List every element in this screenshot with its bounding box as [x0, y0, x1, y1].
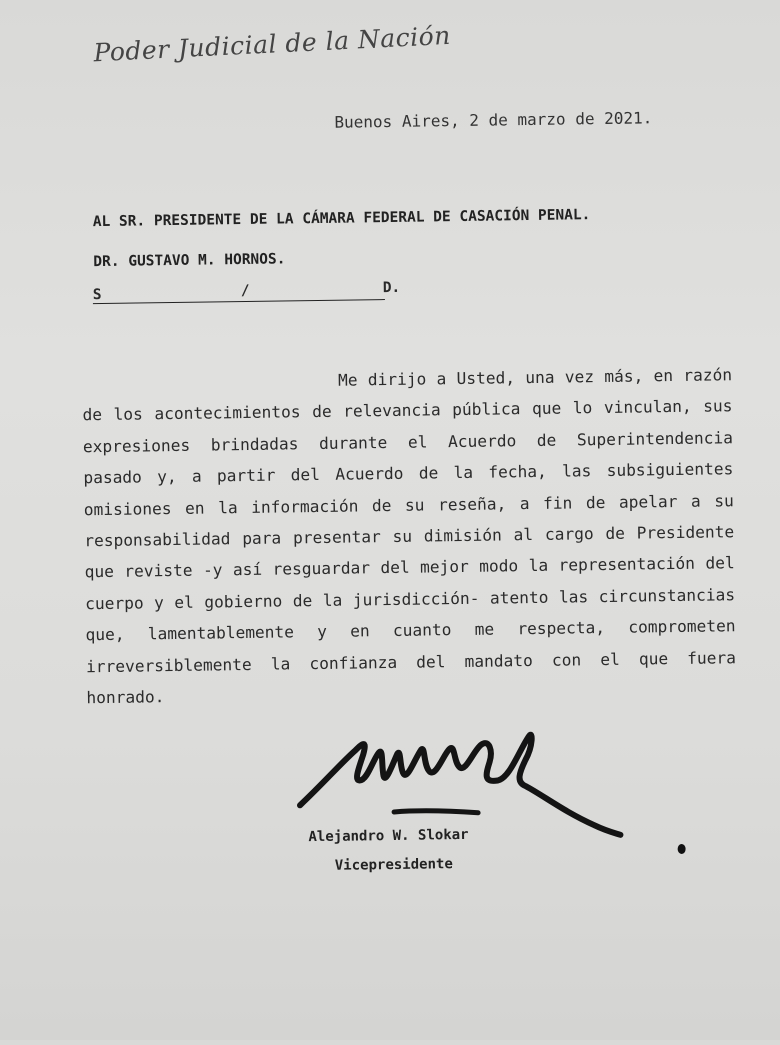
date-line: Buenos Aires, 2 de marzo de 2021.	[334, 108, 653, 132]
signer-title: Vicepresidente	[334, 856, 453, 874]
recipient-line-1: AL SR. PRESIDENTE DE LA CÁMARA FEDERAL DE CASACIÓN PENAL.	[92, 207, 591, 231]
sd-slash: /	[240, 282, 250, 300]
ink-dot	[678, 844, 686, 854]
letter-body: Me dirijo a Usted, una vez más, en razón de los acontecimientos de relevancia pública que lo vinculan, sus expresiones brindadas durante el Acuerdo de Superintendencia pasado y, a partir del Acuerdo de la fecha, las subsiguientes omisiones en la información de su reseña, a fin de apelar a su responsabilidad para presentar su dimisión al cargo de Presidente que reviste -y así resguardar del mejor modo la representación del cuerpo y el gobierno de la jurisdicción- atento las circunstancias que, lamentablemente y en cuanto me respecta, comprometen irreversiblemente la confianza del mandato con el que fuera honrado.	[82, 365, 737, 708]
salutation-sd	[93, 280, 403, 306]
signer-name: Alejandro W. Slokar	[308, 826, 469, 846]
sd-s: S	[92, 287, 102, 304]
letterhead: Poder Judicial de la Nación	[92, 20, 452, 68]
sd-d: D.	[382, 279, 401, 297]
recipient-line-2: DR. GUSTAVO M. HORNOS.	[93, 251, 286, 271]
sd-underline	[93, 299, 385, 304]
